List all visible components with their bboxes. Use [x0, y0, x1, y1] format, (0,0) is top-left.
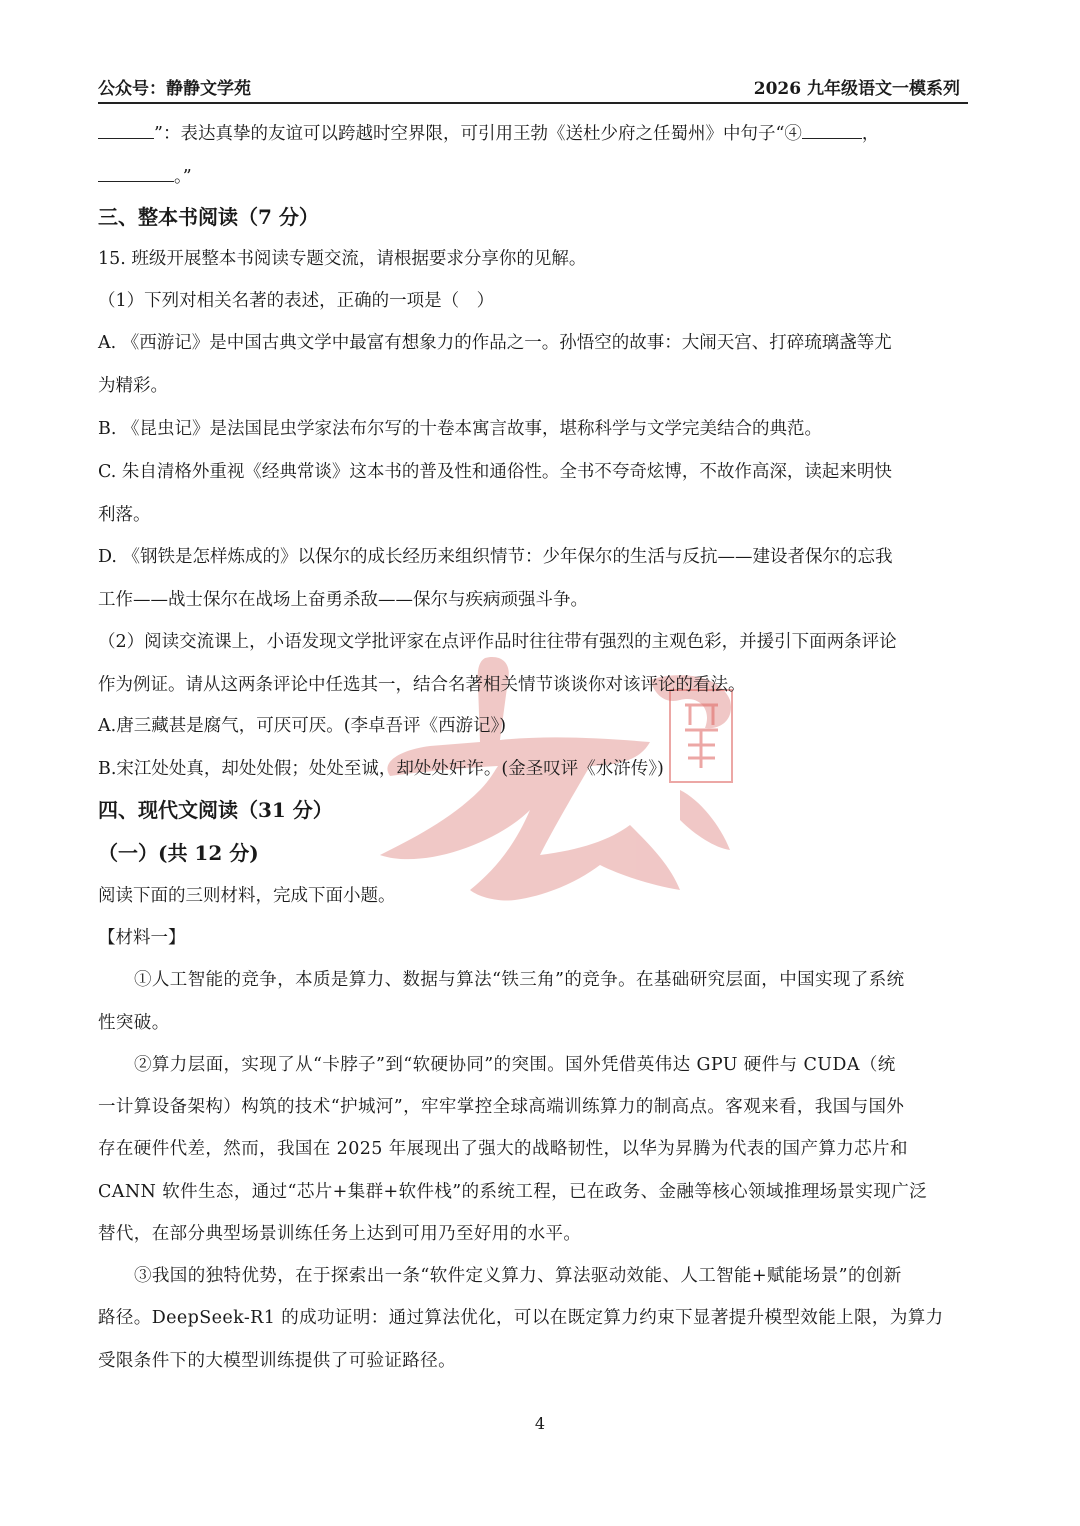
paragraph-2-cont: 存在硬件代差，然而，我国在 2025 年展现出了强大的战略韧性，以华为昇腾为代表的国产算力芯片和: [98, 1139, 908, 1159]
text-line: ”：表达真挚的友谊可以跨越时空界限，可引用王勃《送杜少府之任蜀州》中句子“④ ，: [98, 120, 879, 147]
answer-blank-4b: [98, 163, 174, 182]
option-c-cont: 利落。: [98, 505, 151, 525]
option-d: D. 《钢铁是怎样炼成的》以保尔的成长经历来组织情节：少年保尔的生活与反抗——建设者保尔的忘我: [98, 547, 893, 567]
option-a: A. 《西游记》是中国古典文学中最富有想象力的作品之一。孙悟空的故事：大闹天宫、打碎琉璃盏等尤: [98, 333, 892, 353]
option-c: C. 朱自清格外重视《经典常谈》这本书的普及性和通俗性。全书不夸奇炫博，不故作高深，读起来明快: [98, 462, 892, 482]
comment-a: A.唐三藏甚是腐气，可厌可厌。(李卓吾评《西游记》): [98, 716, 507, 736]
subquestion-2: （2）阅读交流课上，小语发现文学批评家在点评作品时往往带有强烈的主观色彩，并援引下面两条评论: [98, 632, 897, 652]
comment-b: B.宋江处处真，却处处假；处处至诚，却处处奸诈。(金圣叹评《水浒传》): [98, 759, 664, 779]
answer-blank-4a: [802, 120, 862, 139]
paragraph-2-cont: 替代，在部分典型场景训练任务上达到可用乃至好用的水平。: [98, 1224, 582, 1244]
paragraph-2-cont: 一计算设备架构）构筑的技术“护城河”，牢牢掌控全球高端训练算力的制高点。客观来看，我国与国外: [98, 1097, 905, 1117]
option-a-cont: 为精彩。: [98, 376, 168, 396]
question-stem: 15. 班级开展整本书阅读专题交流，请根据要求分享你的见解。: [98, 249, 587, 269]
subsection-title: （一）(共 12 分): [98, 841, 259, 865]
paragraph-3: ③我国的独特优势，在于探索出一条“软件定义算力、算法驱动效能、人工智能+赋能场景”的创新: [134, 1266, 902, 1286]
header-right: 2026 九年级语文一模系列: [753, 79, 960, 99]
instruction: 阅读下面的三则材料，完成下面小题。: [98, 886, 396, 906]
section-title: 三、整本书阅读（7 分）: [98, 205, 319, 229]
paragraph-2-cont: CANN 软件生态，通过“芯片+集群+软件栈”的系统工程，已在政务、金融等核心领域推理场景实现广泛: [98, 1182, 928, 1202]
material-label: 【材料一】: [98, 928, 186, 948]
page-header: [98, 78, 968, 104]
paragraph-2: ②算力层面，实现了从“卡脖子”到“软硬协同”的突围。国外凭借英伟达 GPU 硬件与 CUDA（统: [134, 1055, 896, 1075]
option-d-cont: 工作——战士保尔在战场上奋勇杀敌——保尔与疾病顽强斗争。: [98, 590, 588, 610]
paragraph-3-cont: 受限条件下的大模型训练提供了可验证路径。: [98, 1351, 456, 1371]
section-title: 四、现代文阅读（31 分）: [98, 798, 333, 822]
text-line: 。”: [98, 163, 192, 190]
page-number: 4: [534, 1414, 546, 1433]
answer-blank: [98, 120, 154, 139]
paragraph-3-cont: 路径。DeepSeek-R1 的成功证明：通过算法优化，可以在既定算力约束下显著提升模型效能上限，为算力: [98, 1308, 944, 1328]
paragraph-1-cont: 性突破。: [98, 1013, 170, 1033]
paragraph-1: ①人工智能的竞争，本质是算力、数据与算法“铁三角”的竞争。在基础研究层面，中国实现了系统: [134, 970, 905, 990]
header-left: 公众号：静静文学苑: [98, 79, 251, 99]
subquestion-2-cont: 作为例证。请从这两条评论中任选其一，结合名著相关情节谈谈你对该评论的看法。: [98, 675, 746, 695]
subquestion: （1）下列对相关名著的表述，正确的一项是（ ）: [98, 291, 495, 311]
option-b: B. 《昆虫记》是法国昆虫学家法布尔写的十卷本寓言故事，堪称科学与文学完美结合的典范。: [98, 419, 822, 439]
